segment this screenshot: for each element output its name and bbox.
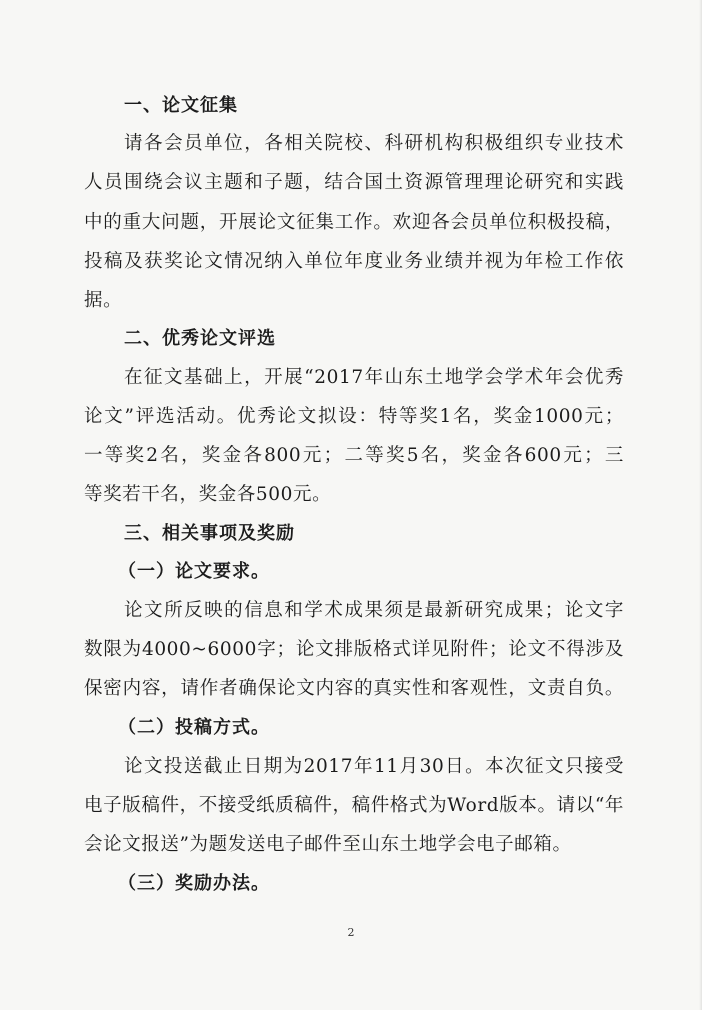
- paragraph-line: 中的重大问题，开展论文征集工作。欢迎各会员单位积极投稿，: [84, 212, 624, 233]
- paragraph-line: 论文所反映的信息和学术成果须是最新研究成果；论文字: [124, 600, 624, 621]
- subsection-heading-paper-requirements: （一）论文要求。: [118, 561, 270, 582]
- paragraph-line: 会论文报送”为题发送电子邮件至山东土地学会电子邮箱。: [84, 834, 572, 855]
- paragraph-line: 据。: [84, 290, 123, 311]
- paragraph-line: 论文”评选活动。优秀论文拟设：特等奖1名，奖金1000元；: [84, 406, 624, 427]
- paragraph-line: 数限为4000~6000字；论文排版格式详见附件；论文不得涉及: [84, 639, 624, 660]
- paragraph-line: 电子版稿件，不接受纸质稿件，稿件格式为Word版本。请以“年: [84, 795, 624, 816]
- page-number: 2: [347, 926, 355, 939]
- paragraph-line: 论文投送截止日期为2017年11月30日。本次征文只接受: [124, 756, 624, 777]
- paragraph-line: 在征文基础上，开展“2017年山东土地学会学术年会优秀: [124, 367, 624, 388]
- subsection-heading-submission-method: （二）投稿方式。: [118, 717, 270, 738]
- paragraph-line: 一等奖2名，奖金各800元；二等奖5名，奖金各600元；三: [84, 445, 624, 466]
- paragraph-line: 等奖若干名，奖金各500元。: [84, 484, 332, 505]
- section-heading-related-matters: 三、相关事项及奖励: [124, 523, 295, 544]
- paragraph-line: 人员围绕会议主题和子题，结合国土资源管理理论研究和实践: [84, 172, 624, 193]
- paragraph-line: 请各会员单位，各相关院校、科研机构积极组织专业技术: [124, 133, 624, 154]
- section-heading-paper-collection: 一、论文征集: [124, 95, 238, 116]
- section-heading-paper-selection: 二、优秀论文评选: [124, 328, 276, 349]
- paragraph-line: 投稿及获奖论文情况纳入单位年度业务业绩并视为年检工作依: [84, 251, 624, 272]
- paragraph-line: 保密内容，请作者确保论文内容的真实性和客观性，文责自负。: [84, 678, 624, 699]
- subsection-heading-reward-method: （三）奖励办法。: [118, 873, 270, 894]
